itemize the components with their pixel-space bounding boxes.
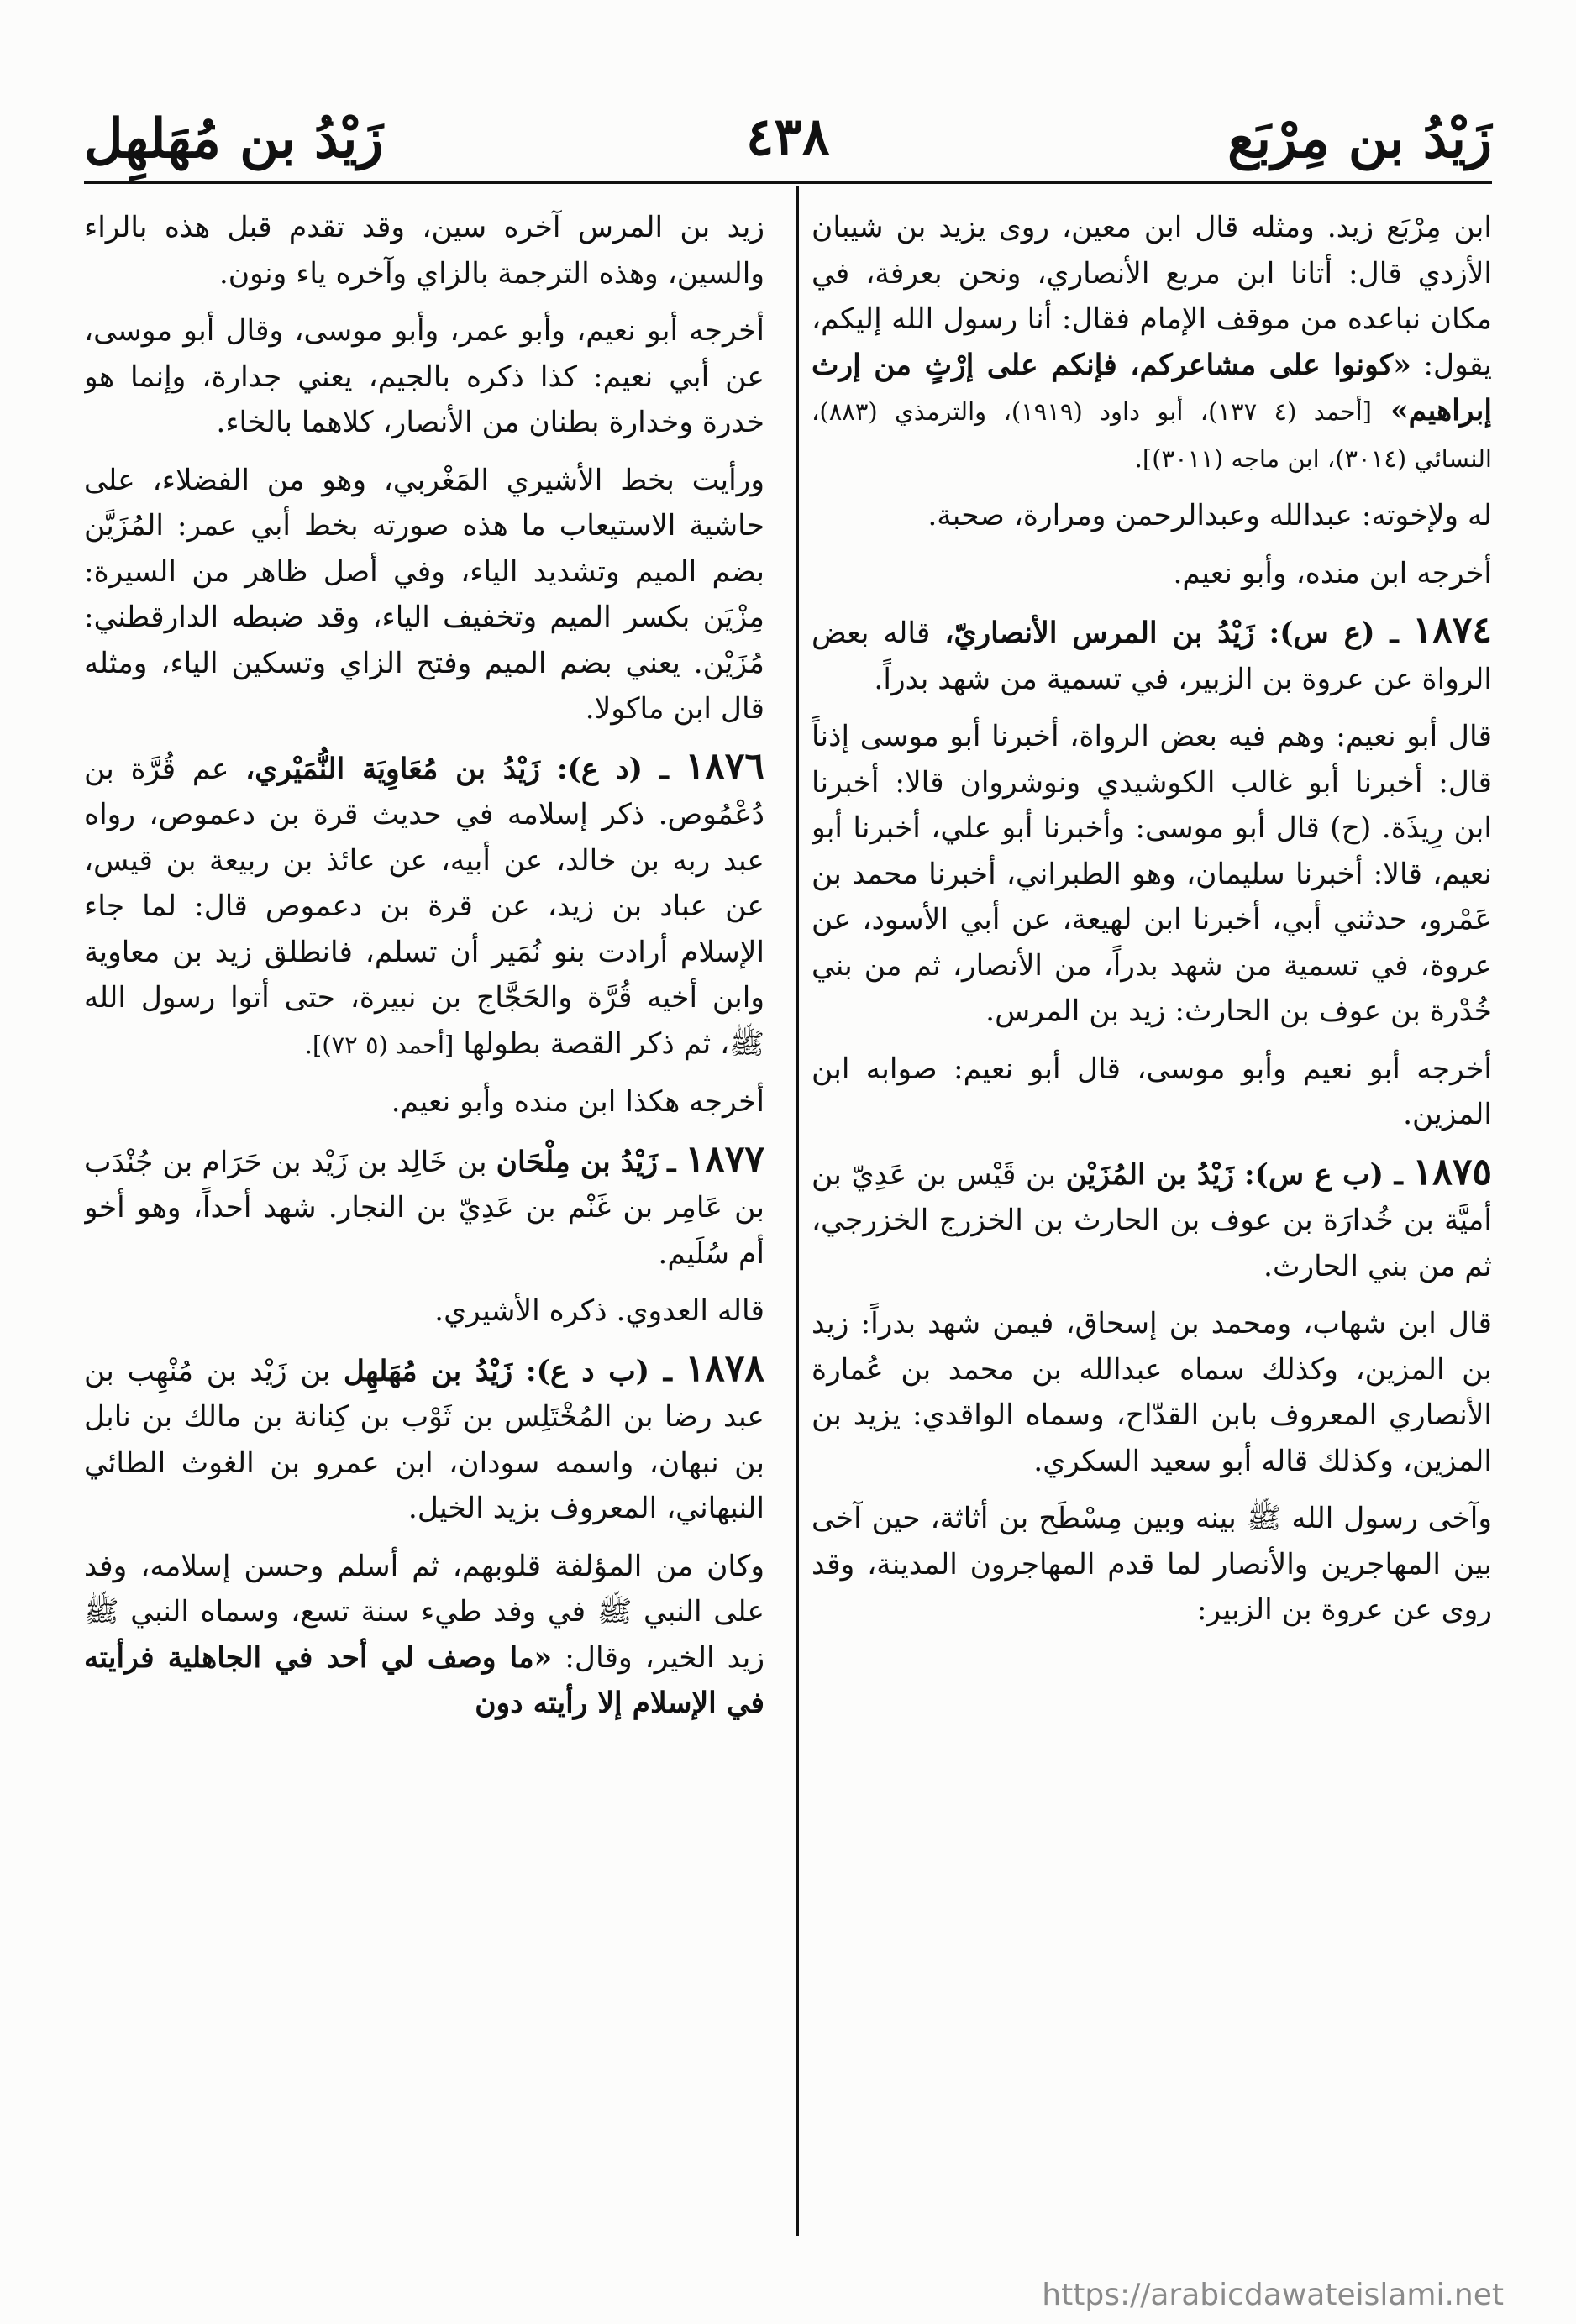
column-divider — [796, 186, 799, 2236]
hadith-quote: «كونوا على مشاعركم، فإنكم على إرْثٍ من إرث إبراهيم» — [812, 348, 1492, 428]
entry-1877 — [84, 1137, 764, 1277]
paragraph: وآخى رسول الله ﷺ بينه وبين مِسْطَح بن أثاثة، حين آخى بين المهاجرين والأنصار لما قدم المهاجرون المدينة، وقد روى عن عروة بن الزبير: — [812, 1502, 1492, 1627]
entry-number: ١٨٧٥ — [1412, 1150, 1492, 1193]
entry-code: ـ — [667, 1145, 676, 1179]
right-column — [812, 205, 1492, 2237]
entry-1876 — [84, 744, 764, 1068]
page-number: ٤٣٨ — [746, 106, 830, 167]
entry-name: زَيْدُ بن المرس الأنصاريّ، — [944, 616, 1255, 650]
entry-number: ١٨٧٦ — [685, 744, 764, 788]
entry-number: ١٨٧٧ — [685, 1137, 764, 1181]
entry-text: بن خَالِد بن زَيْد بن حَرَام بن جُنْدَب بن عَامِر بن غَنْم بن عَدِيّ بن النجار. شهد أحداً، وهو أخو أم سُلَيم. — [84, 1145, 764, 1271]
entry-name: زَيْدُ بن مُهَلهِل — [343, 1354, 513, 1388]
paragraph: قال أبو نعيم: وهم فيه بعض الرواة، أخبرنا أبو موسى إذناً قال: أخبرنا أبو غالب الكوشيدي ونوشروان قالا: أخبرنا ابن رِيذَة. (ح) قال أبو موسى: وأخبرنا أبو علي، أخبرنا أبو نعيم، قالا: أخبرنا سليمان، وهو الطبراني، أخبرنا محمد بن عَمْرو، حدثني أبي، أخبرنا ابن لهيعة، عن أبي الأسود، عن عروة، في تسمية من شهد بدراً، من الأنصار، ثم من بني خُدْرة بن عوف بن الحارث: زيد بن المرس. — [812, 720, 1492, 1028]
entry-code: ـ (ب ع س): — [1243, 1157, 1403, 1192]
paragraph: أخرجه أبو نعيم وأبو موسى، قال أبو نعيم: صوابه ابن المزين. — [812, 1052, 1492, 1131]
entry-name: زَيْدُ بن مِلْحَان — [496, 1145, 659, 1179]
entry-text: بن زَيْد بن مُنْهِب بن عبد رضا بن المُخْتَلِس بن ثَوْب بن كِنانة بن مالك بن نابل بن نبهان، واسمه سودان، ابن عمرو بن الغوث الطائي النبهاني، المعروف بزيد الخيل. — [84, 1354, 764, 1525]
entry-text: قاله بعض الرواة عن عروة بن الزبير، في تسمية من شهد بدراً. — [812, 616, 1492, 696]
citation: [أحمد (٤ ١٣٧)، أبو داود (١٩١٩)، والترمذي (٨٨٣)، النسائي (٣٠١٤)، ابن ماجه (٣٠١١)]. — [812, 397, 1492, 473]
page-header — [84, 101, 1492, 184]
entry-number: ١٨٧٨ — [685, 1346, 764, 1390]
paragraph-text: ابن مِرْبَع زيد. ومثله قال ابن معين، روى يزيد بن شيبان الأزدي قال: أتانا ابن مربع الأنصاري، ونحن بعرفة، في مكان نباعده من موقف الإمام فقال: أنا رسول الله إليكم، يقول: — [812, 211, 1492, 382]
left-column — [84, 205, 764, 2237]
entry-text: عم قُرَّة بن دُعْمُوص. ذكر إسلامه في حديث قرة بن دعموص، رواه عبد ربه بن خالد، عن أبيه، عن عائذ بن ربيعة بن قيس، عن عباد بن زيد، عن قرة بن دعموص قال: لما جاء الإسلام أرادت بنو نُمَير أن تسلم، فانطلق زيد بن معاوية وابن أخيه قُرَّة والحَجَّاج بن نبيرة، حتى أتوا رسول الله ﷺ، ثم ذكر القصة بطولها — [84, 752, 764, 1061]
citation: [أحمد (٥ ٧٢)]. — [304, 1030, 454, 1059]
paragraph: أخرجه ابن منده، وأبو نعيم. — [1173, 556, 1492, 590]
entry-code: ـ (ع س): — [1269, 616, 1399, 650]
paragraph: قال ابن شهاب، ومحمد بن إسحاق، فيمن شهد بدراً: زيد بن المزين، وكذلك سماه عبدالله بن محمد بن عُمارة الأنصاري المعروف بابن القدّاح، وسماه الواقدي: يزيد بن المزين، وكذلك قاله أبو سعيد السكري. — [812, 1307, 1492, 1478]
hadith-quote: «ما وصف لي أحد في الجاهلية فرأيته في الإسلام إلا رأيته دون — [84, 1640, 764, 1720]
running-head-left: زَيْدُ بن مُهَلهِل — [84, 108, 384, 170]
entry-text: بن قَيْس بن عَدِيّ بن أميَّة بن خُدارَة بن عوف بن الحارث بن الخزرج الخزرجي، ثم من بني الحارث. — [812, 1157, 1492, 1283]
entry-1878 — [84, 1346, 764, 1532]
paragraph-text: وكان من المؤلفة قلوبهم، ثم أسلم وحسن إسلامه، وفد على النبي ﷺ في وفد طيء سنة تسع، وسماه النبي ﷺ زيد الخير، وقال: — [84, 1549, 764, 1675]
entry-name: زَيْدُ بن المُزَيْن — [1065, 1157, 1235, 1192]
paragraph: له ولإخوته: عبدالله وعبدالرحمن ومرارة، صحبة. — [927, 499, 1492, 532]
entry-1874 — [812, 608, 1492, 702]
entry-code: ـ (د ع): — [556, 752, 669, 786]
entry-code: ـ (ب د ع): — [525, 1354, 672, 1388]
paragraph: أخرجه هكذا ابن منده وأبو نعيم. — [391, 1085, 764, 1119]
paragraph — [812, 205, 1492, 481]
paragraph: ورأيت بخط الأشيري المَغْربي، وهو من الفضلاء، على حاشية الاستيعاب ما هذه صورته بخط أبي عمر: المُزَيَّن بضم الميم وتشديد الياء، وفي أصل ظاهر من السيرة: مِزْيَن بكسر الميم وتخفيف الياء، وقد ضبطه الدارقطني: مُزَيْن. يعني بضم الميم وفتح الزاي وتسكين الياء، ومثله قال ابن ماكولا. — [84, 463, 764, 726]
paragraph: أخرجه أبو نعيم، وأبو عمر، وأبو موسى، وقال أبو موسى، عن أبي نعيم: كذا ذكره بالجيم، يعني جدارة، وإنما هو خدرة وخدارة بطنان من الأنصار، كلاهما بالخاء. — [84, 314, 764, 439]
watermark-url: https://arabicdawateislami.net — [1042, 2278, 1504, 2312]
paragraph: قاله العدوي. ذكره الأشيري. — [434, 1294, 764, 1328]
entry-name: زَيْدُ بن مُعَاوِيَة النُّمَيْري، — [245, 752, 541, 786]
entry-number: ١٨٧٤ — [1412, 609, 1492, 652]
paragraph: زيد بن المرس آخره سين، وقد تقدم قبل هذه بالراء والسين، وهذه الترجمة بالزاي وآخره ياء ونون. — [84, 211, 764, 291]
running-head-right: زَيْدُ بن مِرْبَع — [1227, 108, 1492, 170]
paragraph — [84, 1544, 764, 1727]
entry-1875 — [812, 1150, 1492, 1290]
